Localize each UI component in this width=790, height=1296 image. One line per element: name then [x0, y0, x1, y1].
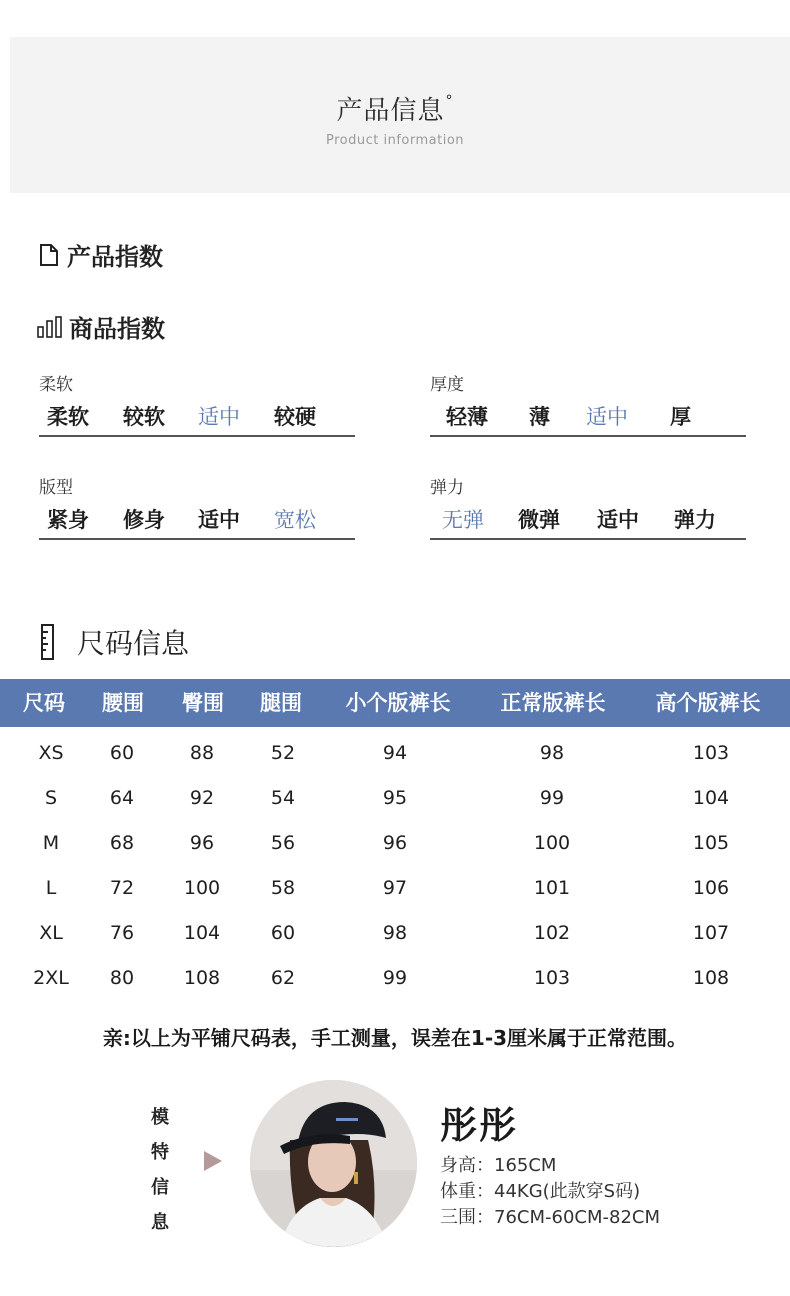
model-weight: 体重：44KG(此款穿S码): [440, 1181, 641, 1202]
triangle-arrow-icon: [204, 1151, 222, 1171]
column-header: 腿围: [260, 691, 302, 715]
index-softness: [39, 373, 355, 437]
index-option: 较软: [123, 405, 165, 429]
index-option: 较硬: [274, 405, 316, 429]
index-fit: [39, 476, 355, 540]
table-cell: 2XL: [33, 967, 69, 989]
measurement-note: 亲:以上为平铺尺码表，手工测量，误差在1-3厘米属于正常范围。: [102, 1026, 688, 1050]
page-subtitle: Product information: [325, 133, 465, 148]
table-cell: 99: [539, 787, 565, 809]
table-cell: 76: [109, 922, 135, 944]
index-option-selected: 适中: [198, 405, 240, 429]
column-header: 臀围: [182, 691, 224, 715]
index-option: 弹力: [674, 508, 716, 532]
table-cell: M: [42, 832, 60, 854]
column-header: 正常版裤长: [500, 691, 606, 715]
index-option-selected: 适中: [586, 405, 628, 429]
table-cell: 80: [109, 967, 135, 989]
table-cell: L: [45, 877, 57, 899]
table-cell: 102: [533, 922, 571, 944]
index-option: 适中: [597, 508, 639, 532]
table-cell: 64: [109, 787, 135, 809]
index-scale: [39, 500, 355, 540]
index-label: 版型: [39, 478, 73, 498]
table-cell: 72: [109, 877, 135, 899]
index-option: 适中: [198, 508, 240, 532]
table-cell: 107: [692, 922, 730, 944]
table-cell: 96: [189, 832, 215, 854]
model-measurements: 三围：76CM-60CM-82CM: [440, 1207, 660, 1228]
index-option: 修身: [123, 508, 165, 532]
index-option: 厚: [670, 405, 691, 429]
index-option: 柔软: [47, 405, 89, 429]
document-icon: [37, 243, 61, 267]
table-cell: S: [44, 787, 58, 809]
table-cell: 52: [270, 742, 296, 764]
page-title: 产品信息°: [336, 93, 454, 126]
goods-index-heading: 商品指数: [37, 309, 165, 344]
table-cell: 101: [533, 877, 571, 899]
index-label: 弹力: [430, 478, 464, 498]
table-cell: 95: [382, 787, 408, 809]
table-row: [0, 956, 790, 1001]
ruler-icon: [37, 624, 59, 660]
index-option: 紧身: [47, 508, 89, 532]
index-option: 薄: [529, 405, 550, 429]
table-cell: 100: [533, 832, 571, 854]
column-header: 小个版裤长: [345, 691, 451, 715]
index-scale: [430, 397, 746, 437]
table-cell: 96: [382, 832, 408, 854]
column-header: 尺码: [23, 691, 65, 715]
table-cell: 104: [692, 787, 730, 809]
table-cell: 92: [189, 787, 215, 809]
table-row: [0, 821, 790, 866]
table-cell: 94: [382, 742, 408, 764]
table-row: [0, 866, 790, 911]
index-option: 轻薄: [446, 405, 488, 429]
table-cell: 108: [183, 967, 221, 989]
table-cell: 54: [270, 787, 296, 809]
table-cell: 60: [109, 742, 135, 764]
model-photo: [250, 1080, 417, 1247]
index-option: 微弹: [518, 508, 560, 532]
table-row: [0, 911, 790, 956]
table-cell: 88: [189, 742, 215, 764]
index-scale: [39, 397, 355, 437]
index-option-selected: 宽松: [274, 508, 316, 532]
model-name: 彤彤: [440, 1104, 518, 1147]
table-cell: 68: [109, 832, 135, 854]
size-info-heading: 尺码信息: [37, 622, 189, 662]
model-info-label: 模 特 信 息: [151, 1107, 169, 1233]
column-header: 高个版裤长: [655, 691, 761, 715]
table-cell: 56: [270, 832, 296, 854]
size-table-header: [0, 679, 790, 727]
index-option-selected: 无弹: [442, 508, 484, 532]
table-cell: 108: [692, 967, 730, 989]
table-cell: 99: [382, 967, 408, 989]
table-row: [0, 776, 790, 821]
bar-chart-icon: [37, 315, 63, 339]
table-cell: XL: [39, 922, 63, 944]
column-header: 腰围: [102, 691, 144, 715]
table-cell: XS: [38, 742, 64, 764]
table-cell: 104: [183, 922, 221, 944]
table-cell: 60: [270, 922, 296, 944]
index-label: 厚度: [430, 375, 464, 395]
table-cell: 103: [692, 742, 730, 764]
product-index-heading: 产品指数: [37, 237, 163, 272]
table-cell: 100: [183, 877, 221, 899]
table-cell: 97: [382, 877, 408, 899]
index-thickness: [430, 373, 746, 437]
index-scale: [430, 500, 746, 540]
table-cell: 98: [539, 742, 565, 764]
table-cell: 62: [270, 967, 296, 989]
index-elasticity: [430, 476, 746, 540]
model-height: 身高：165CM: [440, 1155, 557, 1176]
table-row: [0, 731, 790, 776]
table-cell: 103: [533, 967, 571, 989]
table-cell: 106: [692, 877, 730, 899]
index-label: 柔软: [39, 375, 73, 395]
table-cell: 58: [270, 877, 296, 899]
table-cell: 98: [382, 922, 408, 944]
table-cell: 105: [692, 832, 730, 854]
